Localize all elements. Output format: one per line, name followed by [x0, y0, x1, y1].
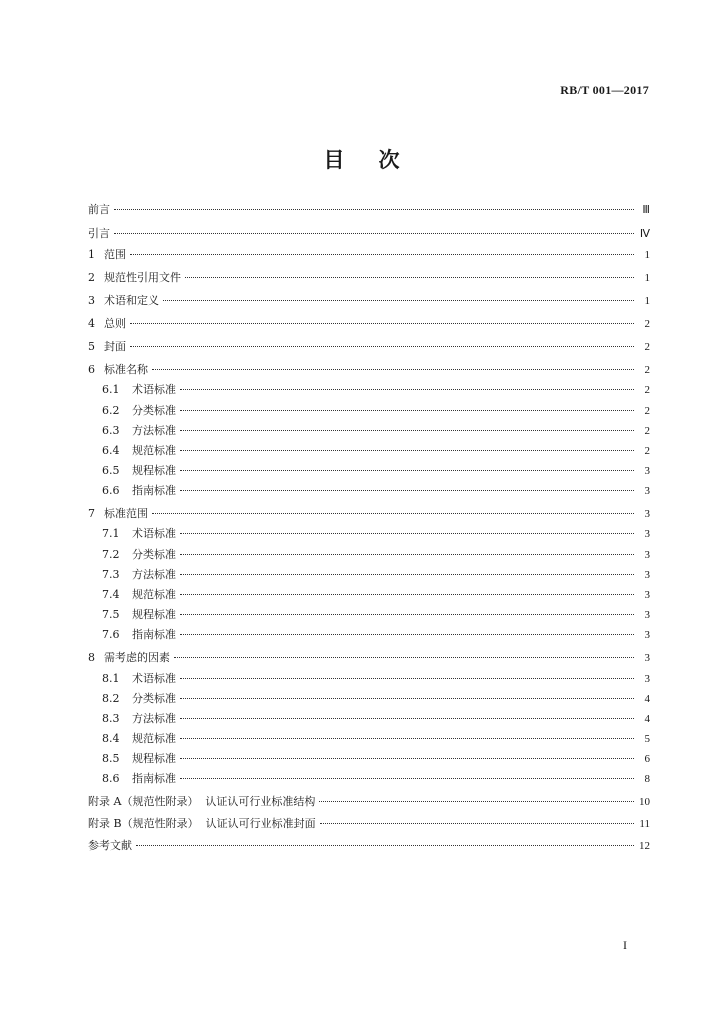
- toc-entry[interactable]: [88, 692, 650, 706]
- toc-leader-dots: [180, 410, 634, 411]
- toc-entry-page: 1: [644, 272, 650, 284]
- toc-entry-label: [102, 383, 176, 396]
- toc-entry-page: 2: [644, 318, 650, 330]
- toc-entry-title: 术语标准: [132, 672, 176, 685]
- toc-entry-label: [88, 294, 159, 307]
- toc-entry-title: 分类标准: [132, 548, 176, 561]
- toc-entry-title: 总则: [104, 317, 126, 330]
- toc-leader-dots: [152, 513, 634, 514]
- toc-entry-page: 3: [644, 549, 650, 561]
- toc-entry-page: 6: [644, 753, 650, 765]
- toc-entry-page: 12: [639, 840, 650, 852]
- toc-entry-title: 分类标准: [132, 692, 176, 705]
- toc-entry-page: 1: [644, 249, 650, 261]
- toc-entry[interactable]: [88, 424, 650, 438]
- toc-entry-title: 指南标准: [132, 772, 176, 785]
- toc-leader-dots: [136, 845, 634, 846]
- toc-entry-number: 7: [88, 507, 95, 520]
- toc-entry-label: [102, 732, 176, 745]
- toc-entry-number: 8.5: [102, 752, 120, 765]
- toc-entry[interactable]: [88, 752, 650, 766]
- toc-entry-title: 标准范围: [104, 507, 148, 520]
- toc-entry[interactable]: [88, 588, 650, 602]
- toc-entry-label: [88, 340, 126, 353]
- toc-entry-label: 附录 A（规范性附录） 认证认可行业标准结构: [88, 795, 316, 808]
- toc-entry-number: 8: [88, 651, 95, 664]
- toc-entry[interactable]: [88, 340, 650, 354]
- toc-entry-number: 7.1: [102, 527, 120, 540]
- toc-entry-label: [88, 507, 148, 520]
- toc-entry[interactable]: [88, 628, 650, 642]
- toc-entry-page: 10: [639, 796, 650, 808]
- toc-entry-label: [102, 752, 176, 765]
- toc-entry-page: 2: [644, 364, 650, 376]
- toc-entry-label: [88, 651, 170, 664]
- standard-code: RB/T 001—2017: [560, 83, 649, 97]
- toc-leader-dots: [180, 718, 634, 719]
- toc-entry-title: 规范标准: [132, 444, 176, 457]
- toc-entry-label: [88, 271, 181, 284]
- toc-entry-page: 3: [644, 485, 650, 497]
- toc-entry-label: [102, 568, 176, 581]
- toc-entry-number: 7.4: [102, 588, 120, 601]
- toc-entry-page: 2: [644, 425, 650, 437]
- toc-entry-page: 3: [644, 465, 650, 477]
- toc-entry-number: 8.6: [102, 772, 120, 785]
- toc-entry-title: 规程标准: [132, 464, 176, 477]
- toc-entry-title: 规范标准: [132, 732, 176, 745]
- toc-entry-page: 2: [644, 445, 650, 457]
- toc-entry-page: Ⅳ: [639, 228, 650, 240]
- toc-entry-label: [102, 444, 176, 457]
- toc-entry-number: 1: [88, 248, 95, 261]
- toc-entry-page: 11: [639, 818, 650, 830]
- toc-entry[interactable]: [88, 363, 650, 377]
- toc-entry-title: 标准名称: [104, 363, 148, 376]
- toc-entry-number: 7.3: [102, 568, 120, 581]
- toc-leader-dots: [130, 323, 634, 324]
- toc-entry-page: 3: [644, 569, 650, 581]
- toc-entry-title: 分类标准: [132, 404, 176, 417]
- toc-entry-number: 8.3: [102, 712, 120, 725]
- toc-leader-dots: [320, 823, 634, 824]
- toc-leader-dots: [319, 801, 634, 802]
- toc-entry-label: 前言: [88, 203, 110, 216]
- toc-entry-label: [102, 484, 176, 497]
- toc-entry[interactable]: [88, 227, 650, 241]
- toc-leader-dots: [114, 233, 634, 234]
- toc-entry-label: [102, 588, 176, 601]
- toc-entry-number: 6.4: [102, 444, 120, 457]
- toc-leader-dots: [180, 678, 634, 679]
- toc-entry[interactable]: [88, 203, 650, 217]
- toc-entry-number: 4: [88, 317, 95, 330]
- toc-entry[interactable]: [88, 317, 650, 331]
- toc-entry-title: 指南标准: [132, 484, 176, 497]
- toc-entry[interactable]: [88, 484, 650, 498]
- toc-entry[interactable]: [88, 248, 650, 262]
- toc-entry-title: 封面: [104, 340, 126, 353]
- toc-entry[interactable]: [88, 294, 650, 308]
- toc-entry-page: 3: [644, 673, 650, 685]
- toc-entry-page: 3: [644, 589, 650, 601]
- toc-entry[interactable]: [88, 271, 650, 285]
- toc-entry-label: [102, 424, 176, 437]
- toc-leader-dots: [174, 657, 634, 658]
- toc-entry-title: 需考虑的因素: [104, 651, 170, 664]
- toc-entry-title: 指南标准: [132, 628, 176, 641]
- toc-entry-title: 规程标准: [132, 752, 176, 765]
- toc-leader-dots: [130, 254, 634, 255]
- toc-leader-dots: [180, 634, 634, 635]
- toc-entry-number: 6.2: [102, 404, 120, 417]
- toc-entry[interactable]: [88, 548, 650, 562]
- toc-entry-title: 范围: [104, 248, 126, 261]
- toc-entry-page: 2: [644, 341, 650, 353]
- toc-leader-dots: [180, 430, 634, 431]
- toc-entry-page: 8: [644, 773, 650, 785]
- toc-entry-number: 3: [88, 294, 95, 307]
- toc-leader-dots: [180, 738, 634, 739]
- toc-entry-page: 3: [644, 508, 650, 520]
- toc-entry-number: 6.1: [102, 383, 120, 396]
- toc-entry-number: 7.2: [102, 548, 120, 561]
- toc-leader-dots: [180, 450, 634, 451]
- toc-entry-page: 3: [644, 609, 650, 621]
- toc-entry-number: 8.4: [102, 732, 120, 745]
- page-number: I: [623, 938, 627, 952]
- toc-entry-page: 1: [644, 295, 650, 307]
- toc-entry-label: 附录 B（规范性附录） 认证认可行业标准封面: [88, 817, 316, 830]
- toc-entry-number: 7.6: [102, 628, 120, 641]
- toc-entry-label: 参考文献: [88, 839, 132, 852]
- toc-entry-label: [102, 464, 176, 477]
- toc-entry[interactable]: [88, 672, 650, 686]
- toc-entry-label: [102, 672, 176, 685]
- toc-entry-number: 2: [88, 271, 95, 284]
- toc-entry[interactable]: [88, 651, 650, 665]
- toc-entry-label: 引言: [88, 227, 110, 240]
- toc-entry[interactable]: [88, 608, 650, 622]
- toc-leader-dots: [180, 554, 634, 555]
- toc-entry[interactable]: [88, 464, 650, 478]
- toc-entry[interactable]: [88, 444, 650, 458]
- toc-entry[interactable]: [88, 404, 650, 418]
- toc-entry[interactable]: [88, 732, 650, 746]
- table-of-contents: [88, 203, 650, 853]
- toc-leader-dots: [180, 389, 634, 390]
- toc-entry-title: 方法标准: [132, 568, 176, 581]
- toc-entry-label: [102, 628, 176, 641]
- toc-entry-title: 方法标准: [132, 424, 176, 437]
- toc-entry-page: 2: [644, 405, 650, 417]
- toc-entry-title: 规范标准: [132, 588, 176, 601]
- toc-entry-title: 术语和定义: [104, 294, 159, 307]
- toc-entry-number: 6.6: [102, 484, 120, 497]
- toc-entry-title: 术语标准: [132, 527, 176, 540]
- toc-entry-label: [88, 248, 126, 261]
- toc-entry-number: 8.2: [102, 692, 120, 705]
- toc-entry-number: 5: [88, 340, 95, 353]
- toc-leader-dots: [180, 574, 634, 575]
- toc-entry-number: 6.3: [102, 424, 120, 437]
- toc-entry-page: 4: [644, 693, 650, 705]
- toc-entry-label: [102, 404, 176, 417]
- toc-entry[interactable]: [88, 772, 650, 786]
- toc-leader-dots: [152, 369, 634, 370]
- page-title: 目次: [323, 147, 434, 172]
- toc-leader-dots: [180, 533, 634, 534]
- toc-entry-title: 术语标准: [132, 383, 176, 396]
- toc-leader-dots: [114, 209, 634, 210]
- toc-entry-title: 方法标准: [132, 712, 176, 725]
- toc-leader-dots: [185, 277, 634, 278]
- toc-entry-page: 3: [644, 528, 650, 540]
- toc-entry-page: 4: [644, 713, 650, 725]
- toc-entry-page: 3: [644, 652, 650, 664]
- toc-leader-dots: [180, 698, 634, 699]
- toc-leader-dots: [163, 300, 634, 301]
- toc-entry-page: 5: [644, 733, 650, 745]
- toc-entry[interactable]: [88, 527, 650, 541]
- toc-leader-dots: [180, 758, 634, 759]
- toc-entry[interactable]: [88, 507, 650, 521]
- toc-entry[interactable]: [88, 383, 650, 397]
- toc-entry-label: [102, 608, 176, 621]
- toc-leader-dots: [180, 778, 634, 779]
- toc-entry-title: 规程标准: [132, 608, 176, 621]
- toc-entry-label: [102, 772, 176, 785]
- toc-entry-title: 规范性引用文件: [104, 271, 181, 284]
- toc-entry-number: 6: [88, 363, 95, 376]
- toc-leader-dots: [130, 346, 634, 347]
- toc-entry[interactable]: [88, 817, 650, 831]
- toc-entry-label: [102, 548, 176, 561]
- toc-leader-dots: [180, 614, 634, 615]
- toc-entry-label: [102, 692, 176, 705]
- toc-leader-dots: [180, 490, 634, 491]
- toc-entry-number: 6.5: [102, 464, 120, 477]
- toc-entry-label: [88, 317, 126, 330]
- toc-entry[interactable]: [88, 795, 650, 809]
- toc-leader-dots: [180, 594, 634, 595]
- toc-entry-page: 3: [644, 629, 650, 641]
- toc-entry[interactable]: [88, 839, 650, 853]
- toc-entry-number: 7.5: [102, 608, 120, 621]
- toc-entry-label: [102, 712, 176, 725]
- toc-leader-dots: [180, 470, 634, 471]
- toc-entry-page: 2: [644, 384, 650, 396]
- toc-entry[interactable]: [88, 712, 650, 726]
- toc-entry-page: Ⅲ: [642, 204, 650, 216]
- toc-entry-label: [102, 527, 176, 540]
- toc-entry[interactable]: [88, 568, 650, 582]
- toc-entry-label: [88, 363, 148, 376]
- toc-entry-number: 8.1: [102, 672, 120, 685]
